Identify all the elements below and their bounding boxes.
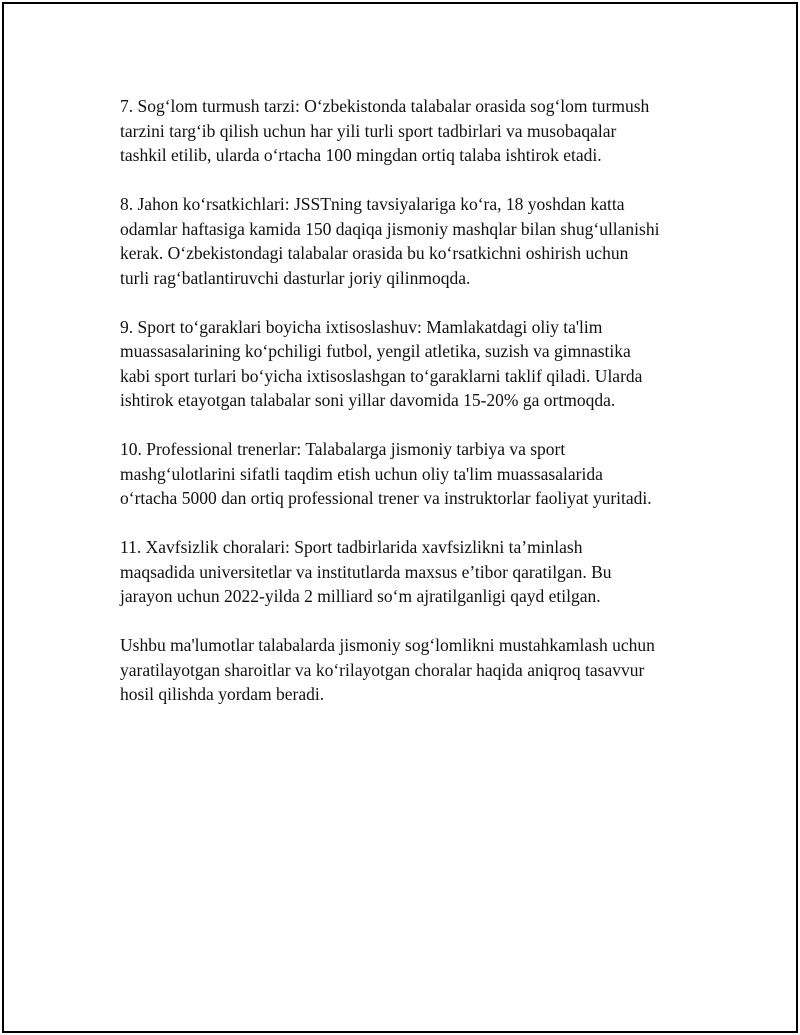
paragraph-world-indicators: 8. Jahon ko‘rsatkichlari: JSSTning tavsiyalariga ko‘ra, 18 yoshdan katta odamlar haftasiga kamida 150 daqiqa jismoniy mashqlar bilan shug‘ullanishi kerak. O‘zbekistondagi talabalar orasida bu ko‘rsatkichni oshirish uchun turli rag‘batlantiruvchi dasturlar joriy qilinmoqda. [120, 194, 660, 288]
paragraph-safety-measures: 11. Xavfsizlik choralari: Sport tadbirlarida xavfsizlikni ta’minlash maqsadida universitetlar va institutlarda maxsus e’tibor qaratilgan. Bu jarayon uchun 2022-yilda 2 milliard so‘m ajratilganligi qayd etilgan. [120, 537, 612, 606]
document-body [120, 94, 690, 731]
paragraph-healthy-lifestyle: 7. Sog‘lom turmush tarzi: O‘zbekistonda talabalar orasida sog‘lom turmush tarzini targ‘ib qilish uchun har yili turli sport tadbirlari va musobaqalar tashkil etilib, ularda o‘rtacha 100 mingdan ortiq talaba ishtirok etadi. [120, 96, 650, 165]
paragraph-sport-clubs: 9. Sport to‘garaklari boyicha ixtisoslashuv: Mamlakatdagi oliy ta'lim muassasalarining ko‘pchiligi futbol, yengil atletika, suzish va gimnastika kabi sport turlari bo‘yicha ixtisoslashgan to‘garaklarni taklif qiladi. Ularda ishtirok etayotgan talabalar soni yillar davomida 15-20% ga ortmoqda. [120, 316, 643, 410]
document-page [2, 2, 798, 1033]
paragraph-conclusion: Ushbu ma'lumotlar talabalarda jismoniy sog‘lomlikni mustahkamlash uchun yaratilayotgan sharoitlar va ko‘rilayotgan choralar haqida aniqroq tasavvur hosil qilishda yordam beradi. [120, 635, 655, 704]
paragraph-professional-trainers: 10. Professional trenerlar: Talabalarga jismoniy tarbiya va sport mashg‘ulotlarini sifatli taqdim etish uchun oliy ta'lim muassasalarida o‘rtacha 5000 dan ortiq professional trener va instruktorlar faoliyat yuritadi. [120, 439, 652, 508]
